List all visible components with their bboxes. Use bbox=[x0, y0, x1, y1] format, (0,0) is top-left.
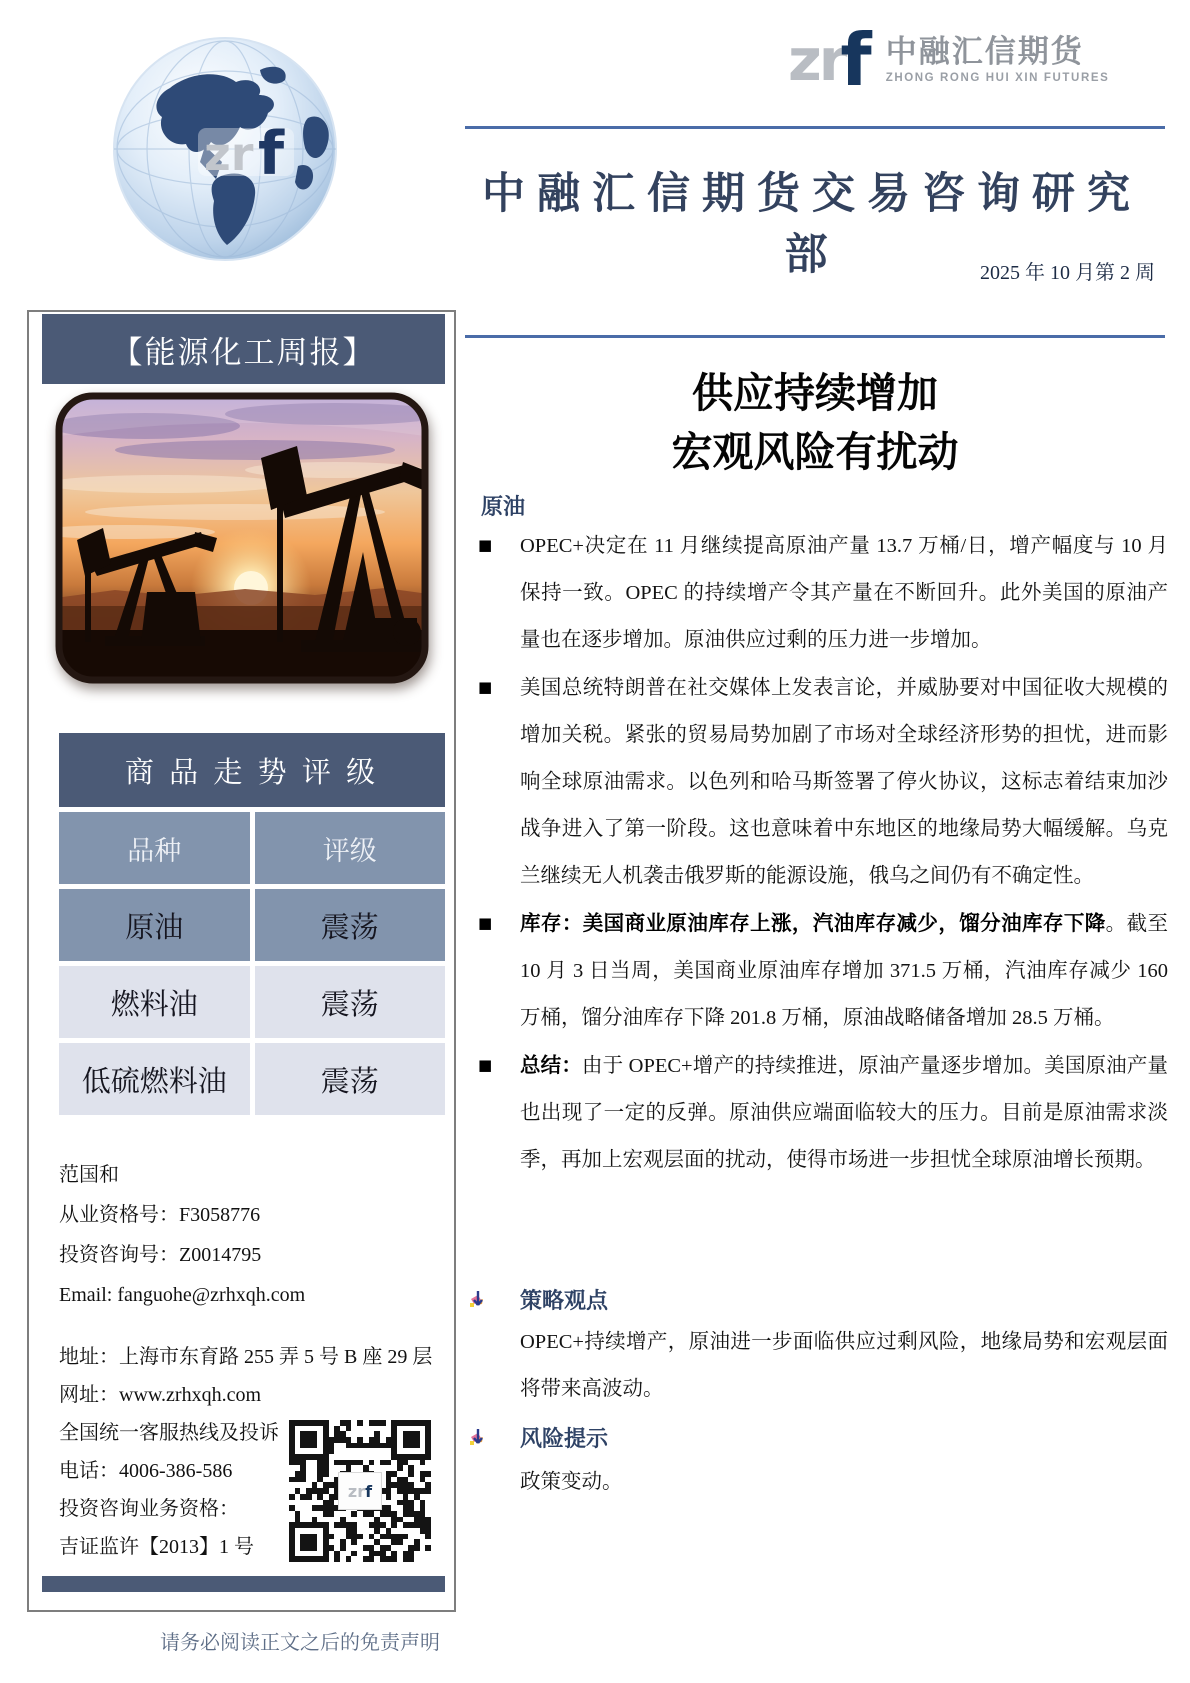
logo-zr-text: zr bbox=[788, 26, 845, 94]
logo-f-text: f bbox=[840, 18, 872, 102]
disclaimer-note: 请务必阅读正文之后的免责声明 bbox=[160, 1632, 440, 1654]
colored-arrow-icon bbox=[468, 1428, 488, 1448]
row-crude-name: 原油 bbox=[59, 889, 250, 961]
globe-zr-watermark: zr bbox=[204, 127, 254, 181]
globe-illustration bbox=[112, 36, 338, 262]
pumpjack-photo bbox=[55, 392, 429, 684]
license-label: 投资咨询业务资格： bbox=[59, 1498, 239, 1520]
list-item bbox=[465, 900, 1168, 1042]
bullet-text: 美国总统特朗普在社交媒体上发表言论，并威胁要对中国征收大规模的增加关税。紧张的贸易局势加剧了市场对全球经济形势的担忧，进而影响全球原油需求。以色列和哈马斯签署了停火协议，这标志着结束加沙战争进入了第一阶段。这也意味着中东地区的地缘局势大幅缓解。乌克兰继续无人机袭击俄罗斯的能源设施，俄乌之间仍有不确定性。 bbox=[520, 677, 1168, 887]
row-fuel-rating: 震荡 bbox=[255, 966, 446, 1038]
pumpjack-illustration bbox=[55, 392, 429, 684]
risk-text: 政策变动。 bbox=[520, 1471, 623, 1493]
row-crude-rating: 震荡 bbox=[255, 889, 446, 961]
qr-logo-zr: zr bbox=[347, 1481, 366, 1501]
report-title bbox=[465, 364, 1165, 482]
company-website: 网址：www.zrhxqh.com bbox=[59, 1384, 262, 1406]
table-row bbox=[59, 966, 445, 1038]
analyst-name: 范国和 bbox=[59, 1164, 119, 1186]
logo-chinese-name: 中融汇信期货 bbox=[885, 34, 1084, 69]
commodity-rating-table bbox=[59, 733, 445, 1115]
qr-center-logo bbox=[338, 1472, 382, 1510]
strategy-section-title: 策略观点 bbox=[520, 1288, 609, 1313]
issue-date: 2025 年 10 月第 2 周 bbox=[980, 262, 1155, 284]
header-divider-line bbox=[465, 126, 1165, 129]
company-address: 地址：上海市东育路 255 弄 5 号 B 座 29 层 bbox=[59, 1346, 433, 1368]
qr-logo-f: f bbox=[365, 1481, 373, 1501]
col-header-rating: 评级 bbox=[255, 812, 446, 884]
content-divider-line bbox=[465, 335, 1165, 338]
bullet-text: 库存：美国商业原油库存上涨，汽油库存减少，馏分油库存下降。截至 10 月 3 日当周，美国商业原油库存增加 371.5 万桶，汽油库存减少 160 万桶，馏分油库存下降 201.8 万桶，原油战略储备增加 28.5 万桶。 bbox=[520, 912, 1169, 1029]
qr-code bbox=[289, 1420, 431, 1562]
square-bullet-icon: ■ bbox=[478, 678, 493, 696]
crude-oil-bullet-list bbox=[465, 522, 1168, 1184]
license-number: 吉证监许【2013】1 号 bbox=[59, 1536, 254, 1558]
list-item bbox=[465, 522, 1168, 664]
analyst-info bbox=[59, 1155, 305, 1315]
company-logo bbox=[788, 18, 1110, 102]
weekly-report-banner: 【能源化工周报】 bbox=[42, 314, 445, 384]
strategy-text: OPEC+持续增产，原油进一步面临供应过剩风险，地缘局势和宏观层面将带来高波动。 bbox=[520, 1331, 1168, 1400]
table-row bbox=[59, 1043, 445, 1115]
sidebar-bottom-bar bbox=[42, 1576, 445, 1592]
analyst-qualification: 从业资格号：F3058776 bbox=[59, 1204, 261, 1226]
globe-logo-image bbox=[112, 36, 338, 262]
strategy-section-header bbox=[468, 1284, 608, 1315]
bullet-text: OPEC+决定在 11 月继续提高原油产量 13.7 万桶/日，增产幅度与 10 月保持一致。OPEC 的持续增产令其产量在不断回升。此外美国的原油产量也在逐步增加。原油供应过剩的压力进一步增加。 bbox=[520, 535, 1168, 651]
row-fuel-name: 燃料油 bbox=[59, 966, 250, 1038]
analyst-email: Email: fanguohe@zrhxqh.com bbox=[59, 1284, 306, 1306]
list-item bbox=[465, 1042, 1168, 1184]
table-row bbox=[59, 889, 445, 961]
company-phone: 电话：4006-386-586 bbox=[59, 1460, 233, 1482]
logo-wordmark bbox=[886, 28, 1110, 84]
colored-arrow-icon bbox=[468, 1290, 488, 1310]
globe-f-watermark: f bbox=[258, 119, 285, 189]
square-bullet-icon: ■ bbox=[478, 536, 493, 554]
report-title-line1: 供应持续增加 bbox=[692, 370, 938, 416]
rating-table-title: 商 品 走 势 评 级 bbox=[59, 733, 445, 807]
sidebar-panel bbox=[27, 310, 456, 1612]
risk-section-header bbox=[468, 1422, 608, 1453]
report-title-line2: 宏观风险有扰动 bbox=[671, 429, 959, 475]
risk-section-title: 风险提示 bbox=[520, 1426, 609, 1451]
rating-table-header-row bbox=[59, 812, 445, 884]
bullet-text: 总结：由于 OPEC+增产的持续推进，原油产量逐步增加。美国原油产量也出现了一定的反弹。原油供应端面临较大的压力。目前是原油需求淡季，再加上宏观层面的扰动，使得市场进一步担忧全球原油增长预期。 bbox=[520, 1054, 1169, 1171]
square-bullet-icon: ■ bbox=[478, 1056, 493, 1074]
logo-english-name: ZHONG RONG HUI XIN FUTURES bbox=[885, 72, 1110, 84]
row-lsfo-rating: 震荡 bbox=[255, 1043, 446, 1115]
department-title: 中融汇信期货交易咨询研究部 bbox=[482, 171, 1142, 279]
list-item bbox=[465, 664, 1168, 900]
analyst-advisory-no: 投资咨询号：Z0014795 bbox=[59, 1244, 262, 1266]
row-lsfo-name: 低硫燃料油 bbox=[59, 1043, 250, 1115]
square-bullet-icon: ■ bbox=[478, 914, 493, 932]
hotline-label: 全国统一客服热线及投诉 bbox=[59, 1422, 279, 1444]
col-header-variety: 品种 bbox=[59, 812, 250, 884]
section-header-crude-oil: 原油 bbox=[481, 494, 526, 519]
